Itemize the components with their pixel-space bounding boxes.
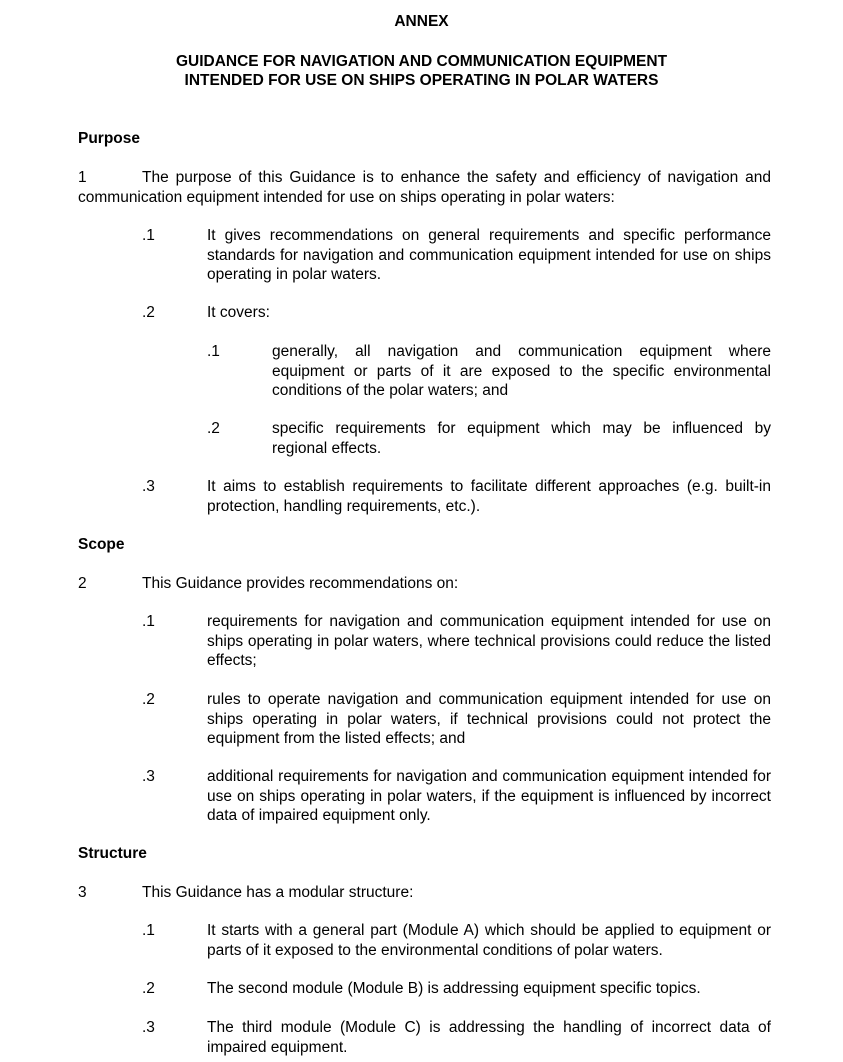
scope-paragraph: This Guidance provides recommendations on: bbox=[142, 575, 459, 592]
paragraph-number: 2 bbox=[78, 575, 87, 592]
annex-title: ANNEX bbox=[394, 13, 449, 30]
list-item-text: It starts with a general part (Module A) which should be applied to equipment or parts of it exposed to the environmental conditions of polar waters. bbox=[207, 922, 771, 959]
guidance-title-line-1: GUIDANCE FOR NAVIGATION AND COMMUNICATION EQUIPMENT bbox=[175, 53, 668, 70]
guidance-title-line-2: INTENDED FOR USE ON SHIPS OPERATING IN POLAR WATERS bbox=[184, 72, 659, 89]
list-item-text: requirements for navigation and communication equipment intended for use on ships operating in polar waters, where technical provisions could reduce the listed effects; bbox=[207, 613, 771, 669]
purpose-heading: Purpose bbox=[78, 130, 141, 147]
list-item-number: .1 bbox=[142, 922, 155, 939]
list-item-number: .1 bbox=[142, 613, 155, 630]
list-item-number: .3 bbox=[142, 768, 155, 785]
list-item-number: .3 bbox=[142, 1019, 155, 1036]
paragraph-number: 1 bbox=[78, 169, 87, 186]
list-item-number: .2 bbox=[142, 304, 155, 321]
paragraph-number: 3 bbox=[78, 884, 87, 901]
list-item-text: The third module (Module C) is addressing the handling of incorrect data of impaired equipment. bbox=[207, 1019, 771, 1056]
list-item-number: .1 bbox=[142, 227, 155, 244]
list-item-number: .2 bbox=[142, 980, 155, 997]
list-item-text: rules to operate navigation and communication equipment intended for use on ships operating in polar waters, if technical provisions could not protect the equipment from the listed effects; and bbox=[207, 691, 771, 747]
sub-item-text: specific requirements for equipment which may be influenced by regional effects. bbox=[272, 420, 771, 457]
list-item-number: .2 bbox=[142, 691, 155, 708]
structure-paragraph: This Guidance has a modular structure: bbox=[142, 884, 414, 901]
structure-heading: Structure bbox=[78, 845, 147, 862]
sub-item-number: .2 bbox=[207, 420, 220, 437]
list-item-text: It aims to establish requirements to facilitate different approaches (e.g. built-in protection, handling requirements, etc.). bbox=[207, 478, 771, 515]
sub-item-number: .1 bbox=[207, 343, 220, 360]
list-item-text: It covers: bbox=[207, 304, 270, 321]
scope-heading: Scope bbox=[78, 536, 125, 553]
list-item-text: It gives recommendations on general requirements and specific performance standards for navigation and communication equipment intended for use on ships operating in polar waters. bbox=[207, 227, 771, 283]
list-item-text: The second module (Module B) is addressing equipment specific topics. bbox=[207, 980, 701, 997]
list-item-number: .3 bbox=[142, 478, 155, 495]
sub-item-text: generally, all navigation and communication equipment where equipment or parts of it are exposed to the specific environmental conditions of the polar waters; and bbox=[272, 343, 771, 399]
purpose-paragraph: The purpose of this Guidance is to enhance the safety and efficiency of navigation and communication equipment intended for use on ships operating in polar waters: bbox=[78, 169, 771, 206]
list-item-text: additional requirements for navigation and communication equipment intended for use on ships operating in polar waters, if the equipment is influenced by incorrect data of impaired equipment only. bbox=[207, 768, 771, 824]
